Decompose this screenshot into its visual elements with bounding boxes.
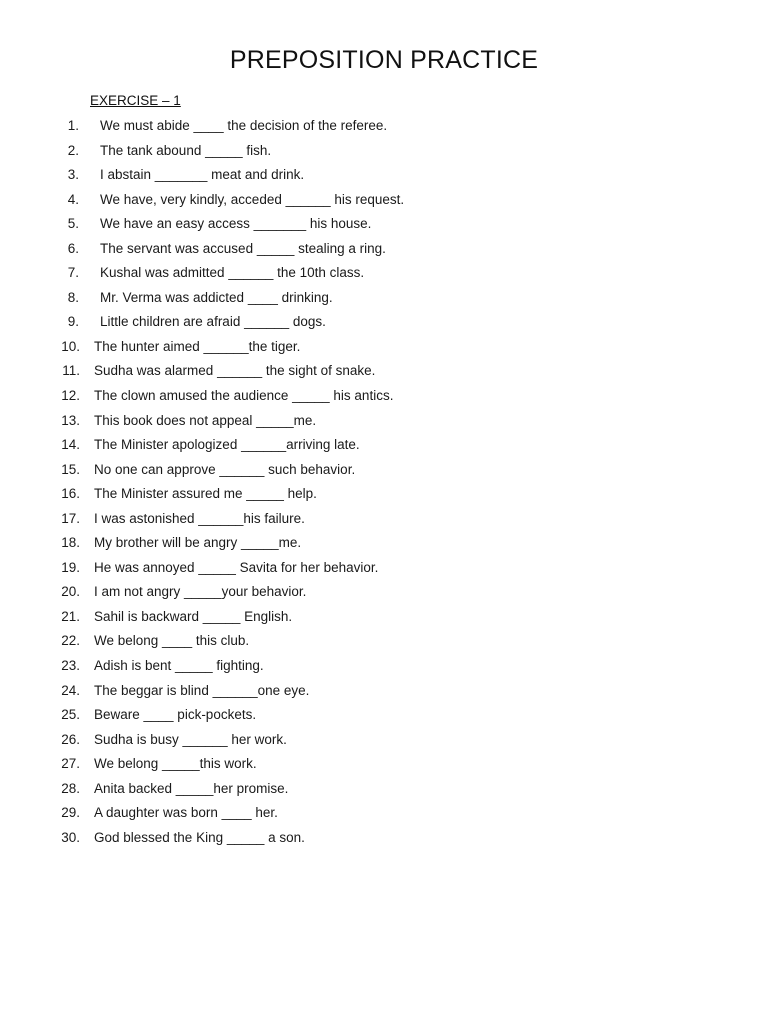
question-item [0, 730, 768, 755]
question-item [0, 190, 768, 215]
question-text: The servant was accused _____ stealing a ring. [100, 240, 386, 256]
question-text: The clown amused the audience _____ his antics. [94, 388, 394, 404]
question-item [0, 288, 768, 313]
question-item [0, 460, 768, 485]
question-item [0, 337, 768, 362]
question-number: 6. [67, 240, 79, 256]
question-text: The Minister apologized ______arriving late. [94, 437, 360, 453]
question-number: 13. [61, 412, 80, 428]
question-item [0, 214, 768, 239]
question-list [0, 116, 768, 852]
question-item [0, 656, 768, 681]
question-item [0, 312, 768, 337]
question-number: 7. [67, 265, 79, 281]
question-item [0, 509, 768, 534]
question-text: We have, very kindly, acceded ______ his request. [100, 191, 405, 207]
question-text: Mr. Verma was addicted ____ drinking. [100, 289, 333, 305]
question-number: 5. [67, 216, 79, 232]
question-number: 3. [67, 167, 79, 183]
question-item [0, 411, 768, 436]
question-text: I was astonished ______his failure. [94, 510, 305, 526]
question-item [0, 484, 768, 509]
question-item [0, 779, 768, 804]
question-item [0, 582, 768, 607]
question-item [0, 631, 768, 656]
question-text: The beggar is blind ______one eye. [94, 682, 310, 698]
question-item [0, 607, 768, 632]
question-item [0, 803, 768, 828]
question-text: No one can approve ______ such behavior. [94, 461, 356, 477]
question-text: Sahil is backward _____ English. [94, 608, 293, 624]
question-item [0, 754, 768, 779]
question-text: The Minister assured me _____ help. [94, 486, 317, 502]
question-text: God blessed the King _____ a son. [94, 829, 305, 845]
question-text: He was annoyed _____ Savita for her behavior. [94, 559, 379, 575]
question-number: 19. [61, 559, 80, 575]
question-text: The tank abound _____ fish. [100, 142, 272, 158]
question-number: 8. [67, 289, 79, 305]
question-item [0, 828, 768, 853]
question-item [0, 239, 768, 264]
question-item [0, 361, 768, 386]
question-text: I abstain _______ meat and drink. [100, 167, 305, 183]
question-number: 25. [61, 707, 80, 723]
question-item [0, 116, 768, 141]
question-text: We belong _____this work. [94, 756, 257, 772]
question-number: 18. [61, 535, 80, 551]
question-number: 1. [67, 118, 79, 133]
question-number: 27. [61, 756, 80, 772]
question-number: 4. [67, 191, 79, 207]
question-number: 11. [62, 363, 80, 379]
question-number: 21. [61, 608, 80, 624]
question-number: 23. [61, 658, 80, 674]
question-number: 26. [61, 731, 80, 747]
question-number: 16. [61, 486, 80, 502]
question-item [0, 386, 768, 411]
question-text: The hunter aimed ______the tiger. [94, 338, 301, 354]
question-item [0, 681, 768, 706]
question-number: 22. [61, 633, 80, 649]
question-number: 29. [61, 805, 80, 821]
question-text: We have an easy access _______ his house. [100, 216, 372, 232]
question-item [0, 435, 768, 460]
question-text: I am not angry _____your behavior. [94, 584, 307, 600]
question-number: 24. [61, 682, 80, 698]
question-number: 2. [67, 142, 79, 158]
question-text: Beware ____ pick-pockets. [94, 707, 257, 723]
question-number: 9. [67, 314, 79, 330]
question-number: 15. [61, 461, 80, 477]
question-text: Kushal was admitted ______ the 10th class. [100, 265, 365, 281]
question-text: A daughter was born ____ her. [94, 805, 278, 821]
question-number: 12. [61, 388, 80, 404]
question-text: Adish is bent _____ fighting. [94, 658, 264, 674]
question-number: 28. [61, 780, 80, 796]
question-text: Sudha was alarmed ______ the sight of snake. [94, 363, 376, 379]
question-item [0, 558, 768, 583]
question-number: 10. [61, 338, 80, 354]
exercise-heading: EXERCISE – 1 [90, 93, 181, 108]
question-text: This book does not appeal _____me. [94, 412, 317, 428]
question-item [0, 263, 768, 288]
question-number: 20. [61, 584, 80, 600]
question-text: Little children are afraid ______ dogs. [100, 314, 326, 330]
question-item [0, 141, 768, 166]
question-number: 30. [61, 829, 80, 845]
question-text: My brother will be angry _____me. [94, 535, 302, 551]
page-title: PREPOSITION PRACTICE [229, 46, 539, 74]
question-text: Anita backed _____her promise. [94, 780, 289, 796]
question-item [0, 533, 768, 558]
question-number: 17. [61, 510, 80, 526]
question-item [0, 165, 768, 190]
question-text: We belong ____ this club. [94, 633, 250, 649]
question-item [0, 705, 768, 730]
question-number: 14. [61, 437, 80, 453]
question-text: Sudha is busy ______ her work. [94, 731, 287, 747]
question-text: We must abide ____ the decision of the referee. [100, 118, 388, 133]
